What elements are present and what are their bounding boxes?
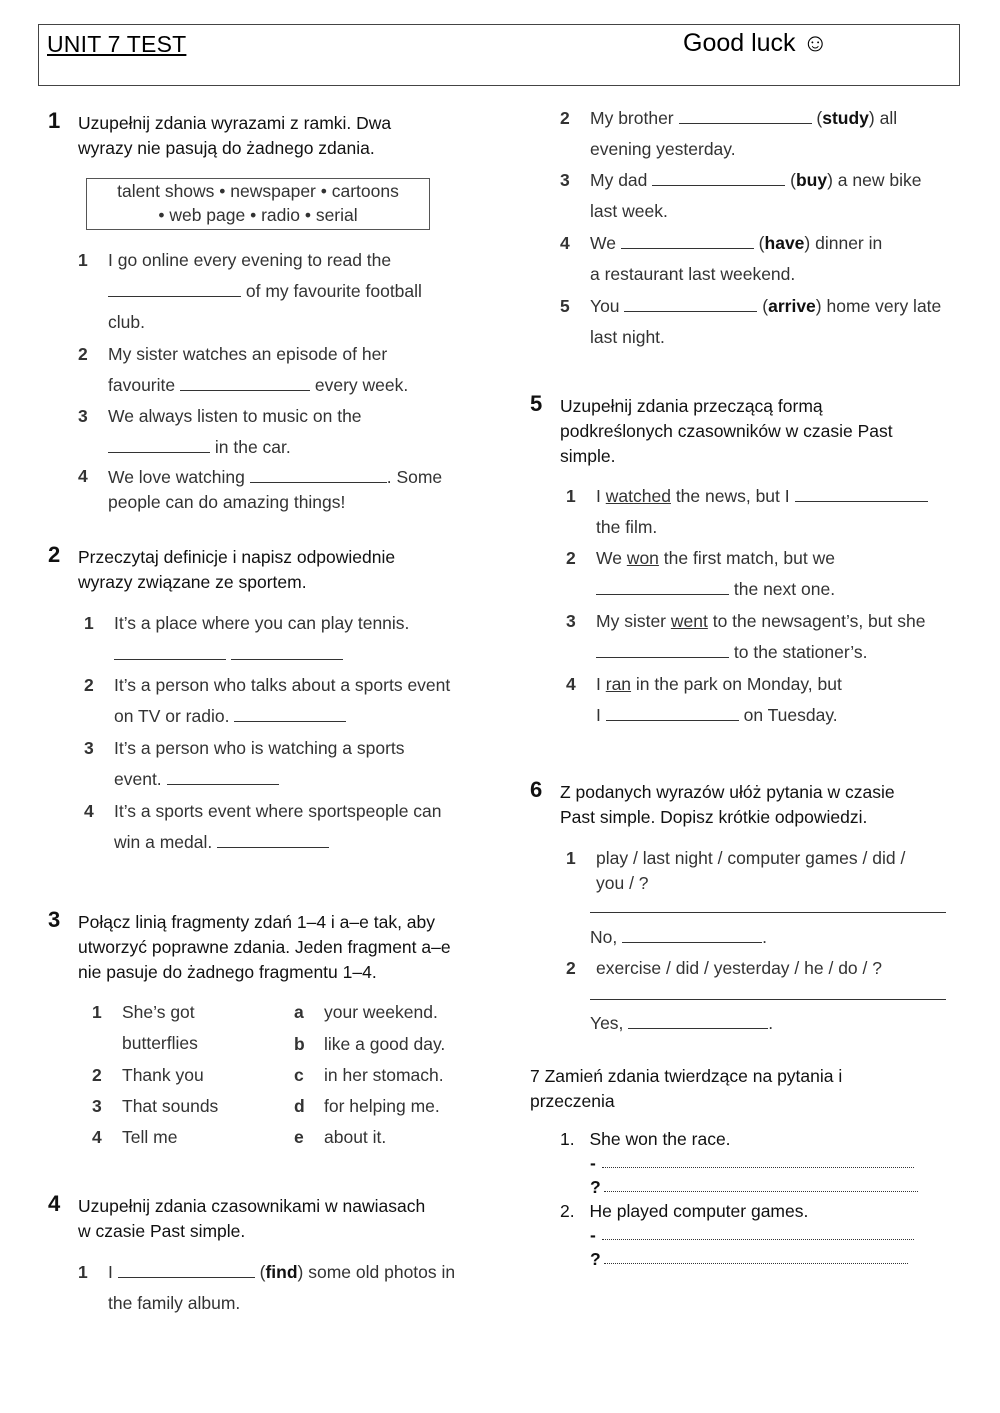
item-text: My dad (590, 170, 648, 190)
instruction-line: nie pasuje do żadnego fragmentu 1–4. (78, 962, 377, 982)
item-number: 2 (78, 344, 88, 364)
instruction-line: w czasie Past simple. (78, 1221, 246, 1241)
item-text: dinner in (815, 233, 883, 253)
item-text: Yes, (590, 1013, 624, 1033)
verb-hint: study (822, 108, 869, 128)
item-text: Thank you (122, 1065, 204, 1085)
item-text: your weekend. (324, 1002, 438, 1022)
item-text: . (762, 927, 767, 947)
item-number: 3 (92, 1096, 102, 1116)
verb-hint: have (764, 233, 805, 253)
item-text: people can do amazing things! (108, 492, 346, 512)
answer-blank[interactable] (217, 829, 329, 848)
answer-blank[interactable] (180, 372, 310, 391)
verb-hint: buy (795, 170, 828, 190)
item-text: She won the race. (589, 1129, 731, 1149)
answer-line[interactable] (590, 912, 946, 913)
item-text: home very late (826, 296, 942, 316)
answer-blank[interactable] (250, 464, 387, 483)
item-text: every week. (314, 375, 409, 395)
item-text: You (590, 296, 620, 316)
item-text: a new bike (837, 170, 922, 190)
answer-blank[interactable] (652, 167, 785, 186)
item-text: like a good day. (324, 1034, 446, 1054)
answer-blank[interactable] (606, 702, 739, 721)
item-text: to the stationer’s. (733, 642, 868, 662)
instruction-line: wyrazy związane ze sportem. (78, 572, 307, 592)
item-number: 1 (566, 848, 576, 868)
item-text: exercise / did / yesterday / he / do / ? (596, 958, 882, 978)
item-text: She’s got (122, 1002, 195, 1022)
answer-blank[interactable] (234, 703, 346, 722)
item-number: 1 (84, 613, 94, 633)
instruction-line: podkreślonych czasowników w czasie Past (560, 421, 893, 441)
word-box (86, 178, 430, 230)
item-number: 4 (78, 466, 88, 486)
exercise-instruction (78, 545, 478, 595)
exercise-number: 4 (48, 1191, 61, 1216)
item-text: My brother (590, 108, 674, 128)
item-text: club. (108, 312, 145, 332)
ex7-item-1 (560, 1126, 731, 1152)
instruction-line: utworzyć poprawne zdania. Jeden fragment a–e (78, 937, 451, 957)
item-number: 1 (92, 1002, 102, 1022)
question-label: ? (590, 1249, 601, 1269)
instruction-line: Z podanych wyrazów ułóż pytania w czasie (560, 782, 895, 802)
exercise-instruction (560, 394, 960, 469)
underlined-verb: won (626, 548, 659, 568)
item-text: My sister watches an episode of her (108, 344, 388, 364)
answer-blank[interactable] (596, 576, 729, 595)
item-letter: e (294, 1127, 304, 1147)
item-text: in the car. (214, 437, 291, 457)
answer-blank[interactable] (167, 766, 279, 785)
item-number: 1 (78, 250, 88, 270)
item-text: the first match, but we (663, 548, 835, 568)
instruction-line: Past simple. Dopisz krótkie odpowiedzi. (560, 807, 868, 827)
item-text: for helping me. (324, 1096, 440, 1116)
item-text: We (590, 233, 616, 253)
item-text: We always listen to music on the (108, 406, 362, 426)
item-text: It’s a person who talks about a sports event (114, 675, 451, 695)
item-number: 1 (78, 1262, 88, 1282)
item-text: It’s a place where you can play tennis. (114, 613, 410, 633)
item-number: 3 (78, 406, 88, 426)
instruction-line: Połącz linią fragmenty zdań 1–4 i a–e tak, aby (78, 912, 436, 932)
item-text: the news, but I (675, 486, 790, 506)
item-text: some old photos in (308, 1262, 456, 1282)
item-number: 4 (566, 674, 576, 694)
item-text: I go online every evening to read the (108, 250, 392, 270)
item-text: you / ? (596, 873, 649, 893)
item-number: 2. (560, 1201, 575, 1221)
item-text: to the newsagent’s, but she (712, 611, 926, 631)
item-text: in her stomach. (324, 1065, 444, 1085)
answer-blank[interactable] (231, 641, 343, 660)
question-label: ? (590, 1177, 601, 1197)
instruction-line: Uzupełnij zdania wyrazami z ramki. Dwa (78, 113, 392, 133)
item-text: We (596, 548, 622, 568)
answer-line[interactable] (590, 999, 946, 1000)
exercise-number: 2 (48, 542, 61, 567)
item-number: 2 (566, 548, 576, 568)
item-text: win a medal. (114, 832, 213, 852)
item-number: 4 (92, 1127, 102, 1147)
good-luck-text: Good luck ☺ (683, 29, 829, 57)
ex6-short-answer-1 (590, 922, 767, 953)
answer-blank[interactable] (628, 1010, 768, 1029)
answer-blank[interactable] (114, 641, 226, 660)
item-text: I (596, 705, 601, 725)
answer-dotted-line[interactable] (602, 1239, 914, 1240)
item-text: He played computer games. (589, 1201, 809, 1221)
item-number: 3 (560, 170, 570, 190)
exercise-instruction (78, 111, 478, 161)
instruction-line: przeczenia (530, 1091, 615, 1111)
answer-blank[interactable] (621, 230, 754, 249)
answer-blank[interactable] (118, 1259, 255, 1278)
item-text: on TV or radio. (114, 706, 230, 726)
item-text: That sounds (122, 1096, 219, 1116)
underlined-verb: ran (605, 674, 632, 694)
item-text: on Tuesday. (743, 705, 838, 725)
ex7-item-2 (560, 1198, 808, 1224)
ex6-short-answer-2 (590, 1008, 773, 1039)
instruction-line: 7 Zamień zdania twierdzące na pytania i (530, 1066, 843, 1086)
answer-blank[interactable] (596, 639, 729, 658)
underlined-verb: went (670, 611, 708, 631)
item-text: I (108, 1262, 113, 1282)
instruction-line: Uzupełnij zdania przeczącą formą (560, 396, 823, 416)
test-title: UNIT 7 TEST (47, 31, 187, 57)
item-text: . (768, 1013, 774, 1033)
item-text: the film. (596, 517, 658, 537)
answer-blank[interactable] (795, 483, 928, 502)
item-number: 1. (560, 1129, 575, 1149)
item-letter: b (294, 1034, 305, 1054)
exercise-number: 6 (530, 777, 543, 802)
item-number: 2 (84, 675, 94, 695)
exercise-number: 5 (530, 391, 543, 416)
exercise-instruction (560, 780, 960, 830)
item-text: We love watching (108, 467, 245, 487)
instruction-line: Przeczytaj definicje i napisz odpowiednie (78, 547, 396, 567)
exercise-number: 1 (48, 108, 61, 133)
item-number: 2 (566, 958, 576, 978)
word-box-line: talent shows • newspaper • cartoons (117, 181, 399, 201)
exercise-instruction (78, 910, 498, 985)
item-number: 5 (560, 296, 570, 316)
verb-hint: find (265, 1262, 298, 1282)
item-text: I (596, 486, 601, 506)
item-text: play / last night / computer games / did / (596, 848, 906, 868)
instruction-line: wyrazy nie pasują do żadnego zdania. (78, 138, 375, 158)
item-text: all (879, 108, 898, 128)
item-text: . Some (386, 467, 443, 487)
answer-dotted-line[interactable] (604, 1191, 918, 1192)
instruction-line: Uzupełnij zdania czasownikami w nawiasach (78, 1196, 426, 1216)
item-text: My sister (596, 611, 666, 631)
item-text: favourite (108, 375, 176, 395)
item-text: event. (114, 769, 162, 789)
item-text: the family album. (108, 1293, 241, 1313)
underlined-verb: watched (605, 486, 671, 506)
item-number: 3 (566, 611, 576, 631)
item-text: Tell me (122, 1127, 178, 1147)
item-text: the next one. (733, 579, 836, 599)
item-letter: c (294, 1065, 304, 1085)
exercise-instruction (530, 1064, 930, 1114)
item-text: last night. (590, 327, 665, 347)
answer-blank[interactable] (624, 293, 757, 312)
item-letter: a (294, 1002, 304, 1022)
word-box-line: • web page • radio • serial (158, 205, 358, 225)
item-text: It’s a person who is watching a sports (114, 738, 405, 758)
item-number: 1 (566, 486, 576, 506)
item-number: 2 (560, 108, 570, 128)
answer-dotted-line[interactable] (604, 1263, 908, 1264)
item-text: in the park on Monday, but (635, 674, 842, 694)
item-number: 4 (84, 801, 94, 821)
item-text: about it. (324, 1127, 387, 1147)
answer-dotted-line[interactable] (602, 1167, 914, 1168)
item-text: No, (590, 927, 618, 947)
answer-blank[interactable] (108, 278, 241, 297)
negative-label: - (590, 1225, 596, 1245)
item-text: butterflies (122, 1033, 198, 1053)
answer-blank[interactable] (679, 105, 812, 124)
item-text: of my favourite football (241, 281, 422, 301)
exercise-number: 3 (48, 907, 61, 932)
verb-hint: arrive (768, 296, 816, 316)
item-text: It’s a sports event where sportspeople can (114, 801, 442, 821)
item-number: 2 (92, 1065, 102, 1085)
item-number: 3 (84, 738, 94, 758)
item-number: 4 (560, 233, 570, 253)
item-text: a restaurant last weekend. (590, 264, 796, 284)
item-text: last week. (590, 201, 668, 221)
answer-blank[interactable] (622, 924, 762, 943)
item-text: evening yesterday. (590, 139, 736, 159)
item-letter: d (294, 1096, 305, 1116)
exercise-instruction (78, 1194, 478, 1244)
item-text: I (596, 674, 601, 694)
instruction-line: simple. (560, 446, 616, 466)
answer-blank[interactable] (108, 434, 210, 453)
negative-label: - (590, 1153, 596, 1173)
test-header (38, 24, 960, 86)
